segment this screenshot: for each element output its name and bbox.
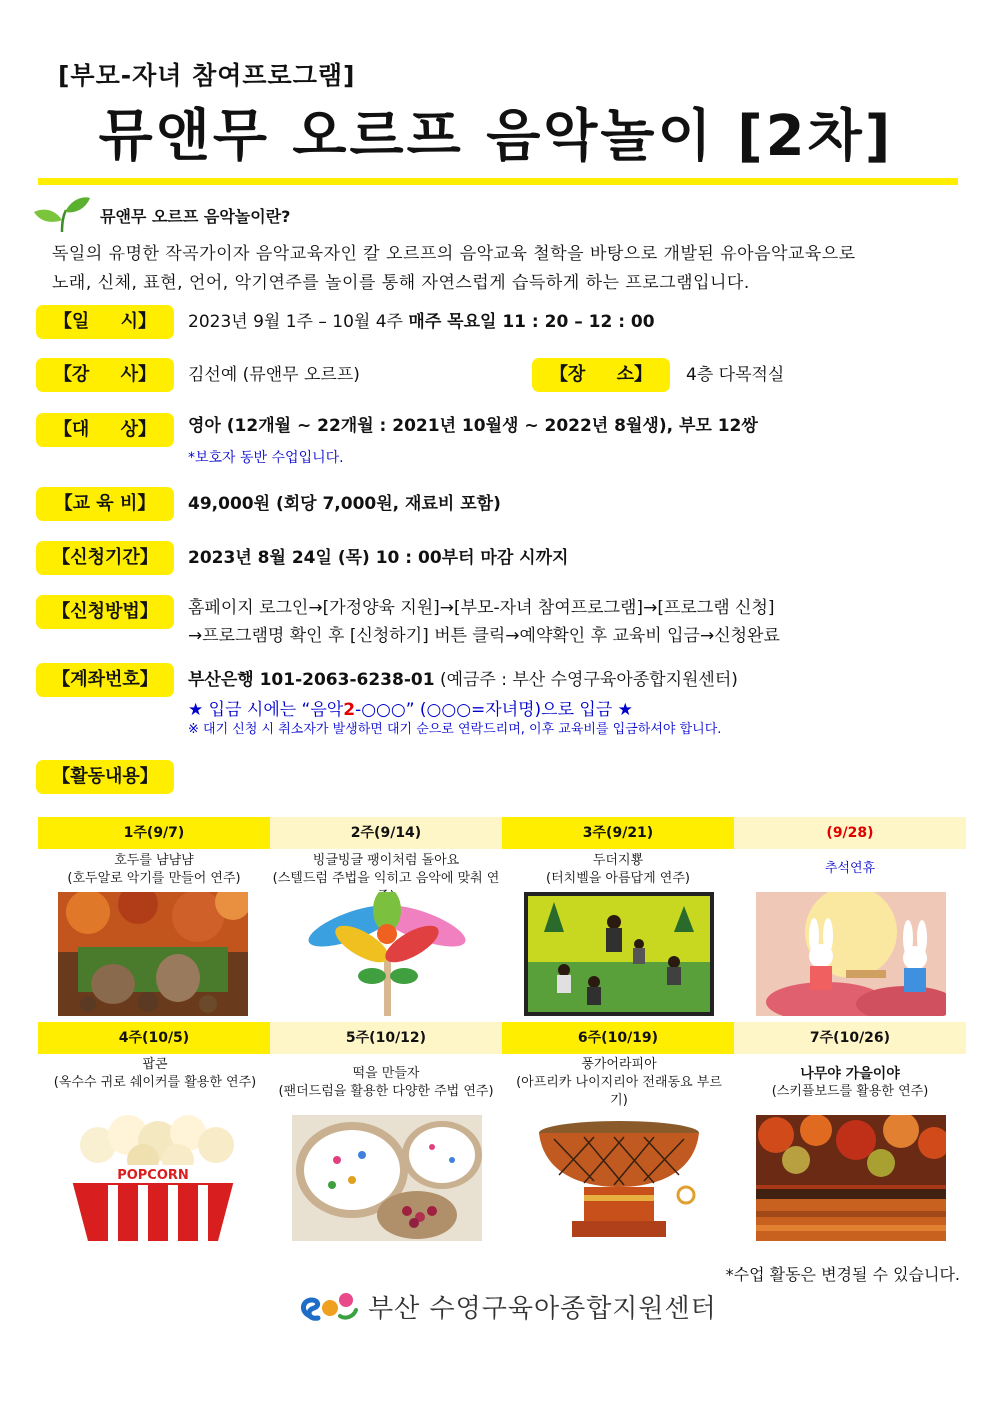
schedule-label: 【일 시】 [36, 305, 174, 339]
fee-label: 【교 육 비】 [36, 487, 174, 521]
sprout-icon [32, 194, 92, 234]
method-step-1: 홈페이지 로그인→[가정양육 지원]→[부모-자녀 참여프로그램]→[프로그램 신청] [188, 598, 775, 618]
waitlist-note: ※ 대기 신청 시 취소자가 발생하면 대기 순으로 연락드리며, 이후 교육비를 입금하셔야 합니다. [188, 722, 722, 737]
method-step-2: →프로그램명 확인 후 [신청하기] 버튼 클릭→예약확인 후 교육비 입금→신청완료 [188, 626, 780, 646]
page-title: 뮤앤무 오르프 음악놀이 [2차] [98, 104, 894, 169]
week-header: 4주(10/5) [38, 1022, 270, 1054]
target-label: 【대 상】 [36, 413, 174, 447]
account-value [188, 668, 738, 692]
activity-title: 팝콘 [142, 1057, 168, 1072]
activity-title: 빙글빙글 팽이처럼 돌아요 [312, 853, 460, 868]
activity-desc: (스텔드럼 주법을 익히고 음악에 맞춰 연 [272, 871, 500, 886]
chuseok-bunnies-illustration [756, 892, 946, 1016]
week-header: 2주(9/14) [270, 817, 502, 849]
week-header-holiday: (9/28) [734, 817, 966, 849]
account-label: 【계좌번호】 [36, 663, 174, 697]
week-header: 5주(10/12) [270, 1022, 502, 1054]
activity-caption [39, 852, 269, 888]
activity-caption [271, 1065, 501, 1101]
method-label: 【신청방법】 [36, 595, 174, 629]
activity-desc: (터치벨을 아름답게 연주) [546, 871, 690, 886]
classroom-photo [524, 892, 714, 1016]
activities-label: 【활동내용】 [36, 760, 174, 794]
period-value: 2023년 8월 24일 (목) 10 : 00부터 마감 시까지 [188, 548, 569, 568]
walnut-activity-photo [58, 892, 248, 1016]
autumn-leaves-illustration [756, 1115, 946, 1241]
program-category: [부모-자녀 참여프로그램] [58, 61, 356, 90]
popcorn-bucket-text: POPCORN [117, 1168, 189, 1183]
instructor-label: 【강 사】 [36, 358, 174, 392]
fee-value: 49,000원 (회당 7,000원, 재료비 포함) [188, 494, 501, 514]
schedule-change-note: *수업 활동은 변경될 수 있습니다. [725, 1265, 960, 1284]
place-label: 【장 소】 [532, 358, 670, 392]
popcorn-photo [58, 1115, 248, 1241]
activity-title: 두더지뿅 [592, 853, 644, 868]
activity-desc: (스키플보드를 활용한 연주) [771, 1084, 929, 1099]
activity-caption [513, 1056, 725, 1110]
schedule-time: 매주 목요일 11 : 20 – 12 : 00 [408, 312, 655, 332]
instructor-value: 김선예 (뮤앤무 오르프) [188, 365, 360, 385]
center-logo-icon [296, 1286, 360, 1326]
bank-account: 부산은행 101-2063-6238-01 [188, 670, 435, 690]
deposit-instruction-a: ★ 입금 시에는 “음악 [188, 700, 344, 720]
activity-title: 나무야 가을이야 [800, 1066, 900, 1082]
organization-name: 부산 수영구육아종합지원센터 [368, 1294, 717, 1324]
period-label: 【신청기간】 [36, 541, 174, 575]
target-value: 영아 (12개월 ~ 22개월 : 2021년 10월생 ~ 2022년 8월생), 부모 12쌍 [188, 416, 758, 436]
deposit-instruction-b: -○○○” (○○○=자녀명)으로 입금 ★ [355, 700, 633, 720]
activity-title: 떡을 만들자 [352, 1066, 420, 1081]
african-drum-photo [524, 1115, 714, 1241]
intro-heading: 뮤앤무 오르프 음악놀이란? [100, 207, 291, 226]
week-header: 7주(10/26) [734, 1022, 966, 1054]
week-header: 6주(10/19) [502, 1022, 734, 1054]
rice-cake-plates-photo [292, 1115, 482, 1241]
activity-desc: (아프리카 나이지리아 전래동요 부르기) [516, 1075, 722, 1108]
activity-desc: (옥수수 귀로 쉐이커를 활용한 연주) [53, 1075, 257, 1090]
activity-caption [49, 1056, 261, 1092]
activity-caption [503, 852, 733, 888]
intro-line-2: 노래, 신체, 표현, 언어, 악기연주를 놀이를 통해 자연스럽게 습득하게 하는 프로그램입니다. [52, 273, 750, 293]
activity-title: 풍가어라피아 [581, 1057, 657, 1072]
schedule-value [188, 310, 655, 334]
activity-title: 호두를 냠냠냠 [114, 853, 194, 868]
activity-desc: (팬더드럼을 활용한 다양한 주법 연주) [278, 1084, 494, 1099]
account-holder: (예금주 : 부산 수영구육아종합지원센터) [434, 670, 738, 690]
activity-caption [735, 1065, 965, 1101]
title-underline [38, 178, 958, 185]
week-header: 1주(9/7) [38, 817, 270, 849]
pinwheel-photo [292, 892, 482, 1016]
activity-caption-holiday [735, 860, 965, 878]
place-value: 4층 다목적실 [686, 365, 785, 385]
guardian-note: *보호자 동반 수업입니다. [188, 450, 344, 466]
week-header: 3주(9/21) [502, 817, 734, 849]
schedule-dates: 2023년 9월 1주 – 10월 4주 [188, 312, 409, 332]
intro-text [52, 240, 962, 298]
activity-title: 추석연휴 [824, 861, 876, 876]
deposit-number: 2 [343, 700, 356, 720]
activity-desc: (호두알로 악기를 만들어 연주) [67, 871, 241, 886]
intro-line-1: 독일의 유명한 작곡가이자 음악교육자인 칼 오르프의 음악교육 철학을 바탕으로 개발된 유아음악교육으로 [52, 244, 856, 264]
